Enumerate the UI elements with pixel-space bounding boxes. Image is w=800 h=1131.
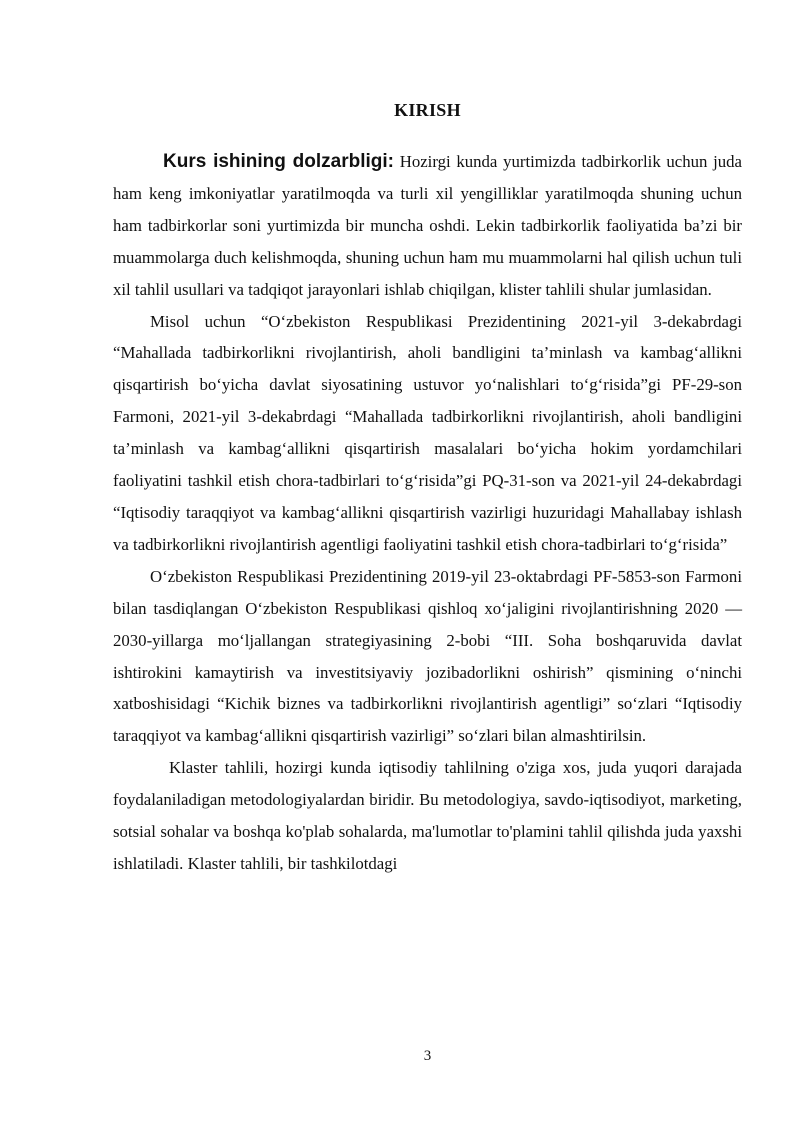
- paragraph-heading: Kurs ishining dolzarbligi:: [163, 151, 395, 172]
- paragraph-relevance: [113, 146, 742, 306]
- paragraph-example: Misol uchun “O‘zbekiston Respublikasi Prezidentining 2021-yil 3-dekabrdagi “Mahallada tadbirkorlikni rivojlantirish, aholi bandligini ta’minlash va kambag‘allikni qisqartirish bo‘yicha davlat siyosatining ustuvor yo‘nalishlari to‘g‘risida”gi PF-29-son Farmoni, 2021-yil 3-dekabrdagi “Mahallada tadbirkorlikni rivojlantirish, aholi bandligini ta’minlash va kambag‘allikni qisqartirish masalalari bo‘yicha hokim yordamchilari faoliyatini tashkil etish chora-tadbirlari to‘g‘risida”gi PQ-31-son va 2021-yil 24-dekabrdagi “Iqtisodiy taraqqiyot va kambag‘allikni qisqartirish vazirligi huzuridagi Mahallabay ishlash va tadbirkorlikni rivojlantirish agentligi faoliyatini tashkil etish chora-tadbirlari to‘g‘risida”: [113, 311, 742, 554]
- page-title: KIRISH: [394, 100, 461, 120]
- page-number: 3: [423, 1048, 432, 1064]
- paragraph-decree: O‘zbekiston Respublikasi Prezidentining 2019-yil 23-oktabrdagi PF-5853-son Farmoni bilan tasdiqlangan O‘zbekiston Respublikasi qishloq xo‘jaligini rivojlantirishning 2020 — 2030-yillarga mo‘ljallangan strategiyasining 2-bobi “III. Soha boshqaruvida davlat ishtirokini kamaytirish va investitsiyaviy jozibadorlikni oshirish” qismining o‘ninchi xatboshisidagi “Kichik biznes va tadbirkorlikni rivojlantirish agentligi” so‘zlari “Iqtisodiy taraqqiyot va kambag‘allikni qisqartirish vazirligi” so‘zlari bilan almashtirilsin.: [113, 566, 742, 746]
- paragraph-cluster-analysis: Klaster tahlili, hozirgi kunda iqtisodiy tahlilning o'ziga xos, juda yuqori darajada foydalaniladigan metodologiyalardan biridir. Bu metodologiya, savdo-iqtisodiyot, marketing, sotsial sohalar va boshqa ko'plab sohalarda, ma'lumotlar to'plamini tahlil qilishda juda yaxshi ishlatiladi. Klaster tahlili, bir tashkilotdagi: [113, 758, 742, 873]
- paragraph-text: Hozirgi kunda yurtimizda tadbirkorlik uchun juda ham keng imkoniyatlar yaratilmoqda va turli xil yengilliklar yaratilmoqda shuning uchun ham tadbirkorlar soni yurtimizda bir muncha oshdi. Lekin tadbirkorlik faoliyatida ba’zi bir muammolarga duch kelishmoqda, shuning uchun ham mu muammolarni hal qilish uchun tuli xil tahlil usullari va tadqiqot jarayonlari ishlab chiqilgan, klister tahlili shular jumlasidan.: [113, 152, 743, 299]
- body-text: [113, 146, 742, 880]
